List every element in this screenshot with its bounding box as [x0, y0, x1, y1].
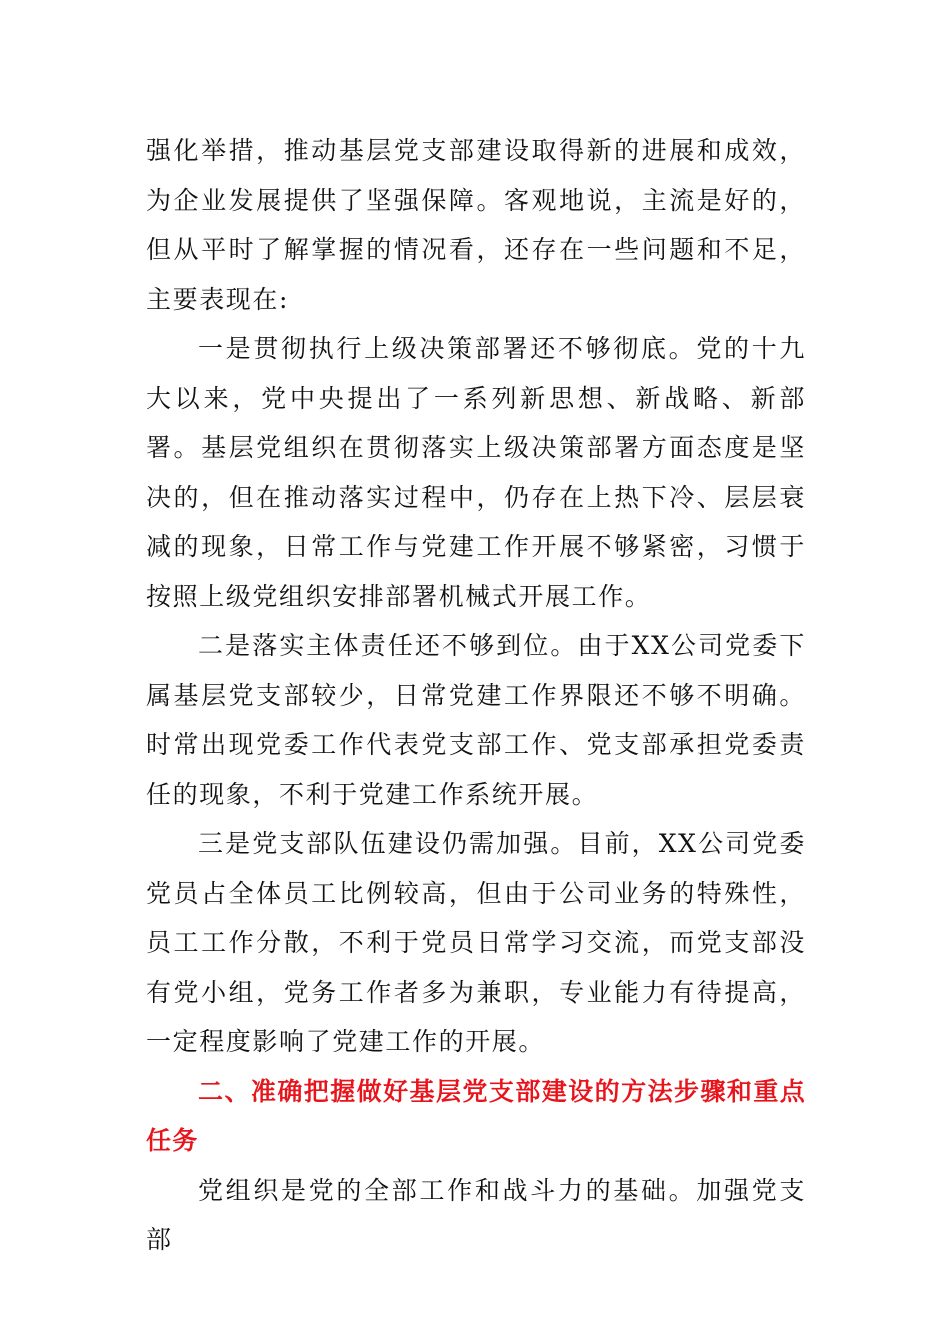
- paragraph-closing: 党组织是党的全部工作和战斗力的基础。加强党支部: [146, 1175, 806, 1254]
- paragraph-problem-2: 二是落实主体责任还不够到位。由于XX公司党委下属基层党支部较少，日常党建工作界限还不够不明确。时常出现党委工作代表党支部工作、党支部承担党委责任的现象，不利于党建工作系统开展。: [146, 631, 806, 809]
- paragraph-intro-continuation: 强化举措，推动基层党支部建设取得新的进展和成效，为企业发展提供了坚强保障。客观地说，主流是好的，但从平时了解掌握的情况看，还存在一些问题和不足，主要表现在:: [146, 136, 806, 314]
- paragraph-problem-1: 一是贯彻执行上级决策部署还不够彻底。党的十九大以来，党中央提出了一系列新思想、新战略、新部署。基层党组织在贯彻落实上级决策部署方面态度是坚决的，但在推动落实过程中，仍存在上热下冷、层层衰减的现象，日常工作与党建工作开展不够紧密，习惯于按照上级党组织安排部署机械式开展工作。: [146, 334, 806, 611]
- paragraph-problem-3: 三是党支部队伍建设仍需加强。目前，XX公司党委党员占全体员工比例较高，但由于公司业务的特殊性，员工工作分散，不利于党员日常学习交流，而党支部没有党小组，党务工作者多为兼职，专业能力有待提高，一定程度影响了党建工作的开展。: [146, 829, 806, 1056]
- document-body: [146, 126, 806, 1265]
- section-heading: 二、准确把握做好基层党支部建设的方法步骤和重点任务: [146, 1076, 806, 1155]
